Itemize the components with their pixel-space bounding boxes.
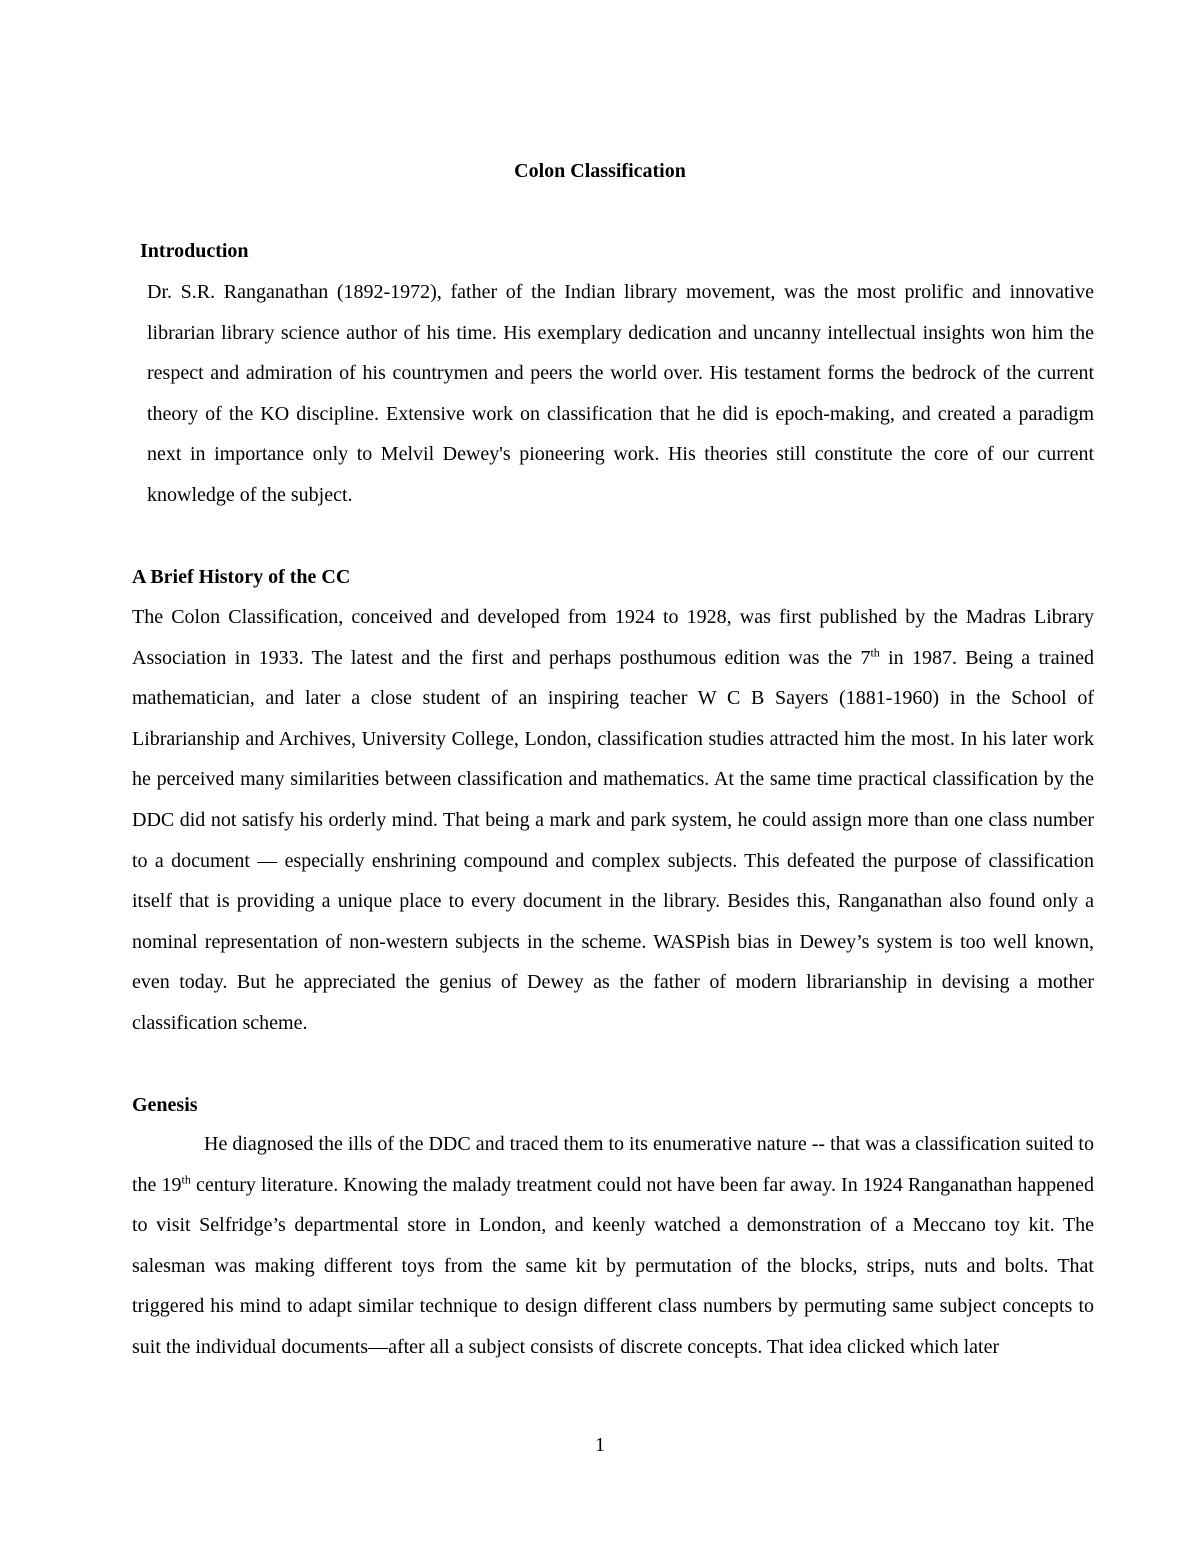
document-title: Colon Classification: [514, 160, 686, 182]
introduction-heading: Introduction: [140, 240, 249, 262]
genesis-superscript: th: [181, 1171, 191, 1186]
introduction-paragraph: Dr. S.R. Ranganathan (1892-1972), father of the Indian library movement, was the most prolific and innovative librarian library science author of his time. His exemplary dedication and uncanny intellectual insights won him the respect and admiration of his countrymen and peers the world over. His testament forms the bedrock of the current theory of the KO discipline. Extensive work on classification that he did is epoch-making, and created a paradigm next in importance only to Melvil Dewey's pioneering work. His theories still constitute the core of our current knowledge of the subject.: [147, 281, 1094, 506]
history-text-part1: The Colon Classification, conceived and developed from 1924 to 1928, was first published by the Madras Library Association in 1933. The latest and the first and perhaps posthumous edition was the 7: [132, 606, 1094, 669]
history-superscript: th: [870, 644, 880, 659]
genesis-text-part1: He diagnosed the ills of the DDC and traced them to its enumerative nature -- that was a classification suited to the 19: [132, 1133, 1094, 1196]
genesis-text-part2: century literature. Knowing the malady treatment could not have been far away. In 1924 Ranganathan happened to visit Selfridge’s departmental store in London, and keenly watched a demonstration of a Meccano toy kit. The salesman was making different toys from the same kit by permutation of the blocks, strips, nuts and bolts. That triggered his mind to adapt similar technique to design different class numbers by permuting same subject concepts to suit the individual documents—after all a subject consists of discrete concepts. That idea clicked which later: [132, 1173, 1095, 1358]
history-paragraph: [132, 597, 1094, 1044]
genesis-heading: Genesis: [132, 1094, 198, 1116]
history-heading: A Brief History of the CC: [132, 566, 351, 588]
history-text-part2: in 1987. Being a trained mathematician, and later a close student of an inspiring teacher W C B Sayers (1881-1960) in the School of Librarianship and Archives, University College, London, classification studies attracted him the most. In his later work he perceived many similarities between classification and mathematics. At the same time practical classification by the DDC did not satisfy his orderly mind. That being a mark and park system, he could assign more than one class number to a document — especially enshrining compound and complex subjects. This defeated the purpose of classification itself that is providing a unique place to every document in the library. Besides this, Ranganathan also found only a nominal representation of non-western subjects in the scheme. WASPish bias in Dewey’s system is too well known, even today. But he appreciated the genius of Dewey as the father of modern librarianship in devising a mother classification scheme.: [132, 646, 1095, 1034]
genesis-paragraph: [132, 1124, 1094, 1368]
page-number: 1: [595, 1434, 605, 1456]
